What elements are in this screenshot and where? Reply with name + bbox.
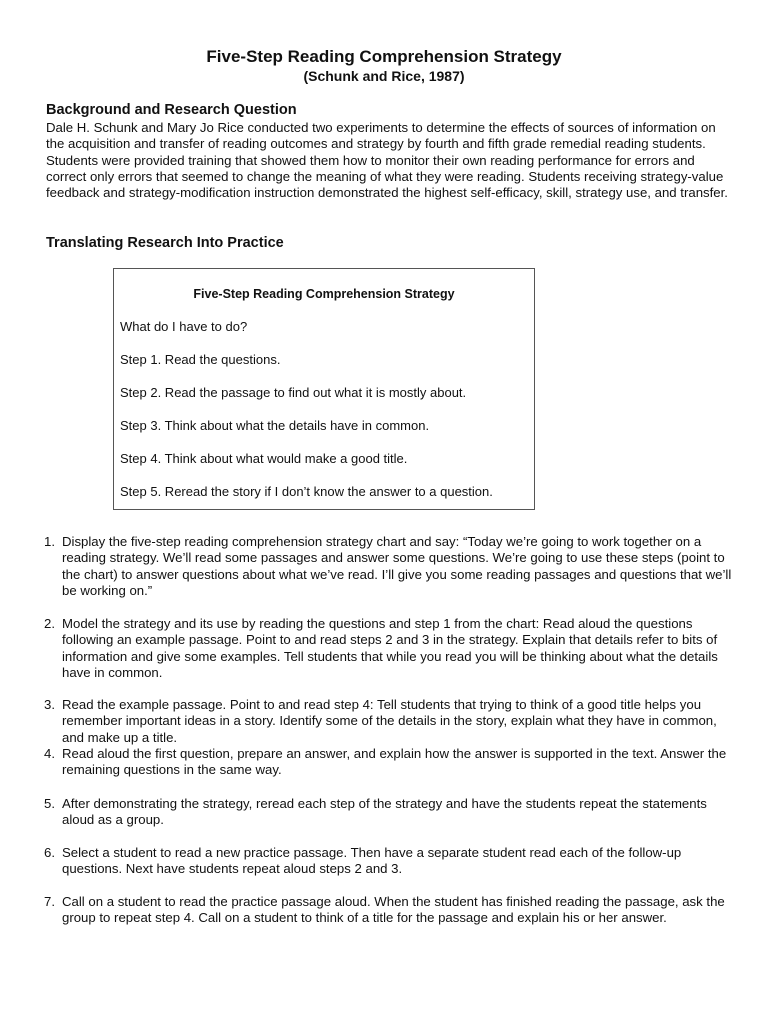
- strategy-step: Step 2. Read the passage to find out what it is mostly about.: [120, 385, 467, 400]
- instruction-text: Read aloud the first question, prepare an answer, and explain how the answer is supported in the text. Answer the remaining questions in the same way.: [62, 746, 727, 778]
- instruction-number: 1.: [44, 534, 55, 549]
- instruction-text: After demonstrating the strategy, reread each step of the strategy and have the students repeat the statements aloud as a group.: [62, 796, 707, 828]
- instruction-number: 3.: [44, 697, 55, 712]
- instruction-text: Call on a student to read the practice passage aloud. When the student has finished reading the passage, ask the group to repeat step 4. Call on a student to think of a title for the passage and explain his or her answer.: [62, 894, 725, 926]
- strategy-chart-question: What do I have to do?: [120, 319, 248, 334]
- strategy-step: Step 1. Read the questions.: [120, 352, 281, 367]
- strategy-chart-title: Five-Step Reading Comprehension Strategy: [193, 287, 455, 301]
- practice-heading: Translating Research Into Practice: [46, 235, 284, 251]
- instruction-text: Read the example passage. Point to and read step 4: Tell students that trying to think of a good title helps you remember important ideas in a story. Identify some of the details in the story, explain what they have in common, and make up a title.: [62, 697, 717, 745]
- instruction-number: 5.: [44, 796, 55, 811]
- strategy-step: Step 3. Think about what the details have in common.: [120, 418, 430, 433]
- instruction-text: Model the strategy and its use by reading the questions and step 1 from the chart: Read aloud the questions following an example passage. Point to and read steps 2 and 3 in the strategy. Explain that details refer to bits of information and give some examples. Tell students that while you read you will be thinking about what the details have in common.: [62, 616, 718, 680]
- strategy-step: Step 5. Reread the story if I don’t know the answer to a question.: [120, 484, 493, 499]
- strategy-chart-box: [113, 268, 535, 510]
- strategy-step: Step 4. Think about what would make a good title.: [120, 451, 408, 466]
- instruction-text: Select a student to read a new practice passage. Then have a separate student read each of the follow-up questions. Next have students repeat aloud steps 2 and 3.: [62, 845, 682, 877]
- document-citation: (Schunk and Rice, 1987): [303, 68, 465, 84]
- background-heading: Background and Research Question: [46, 102, 297, 118]
- instruction-number: 2.: [44, 616, 55, 631]
- instruction-number: 6.: [44, 845, 55, 860]
- background-paragraph: Dale H. Schunk and Mary Jo Rice conducted two experiments to determine the effects of sources of information on the acquisition and transfer of reading outcomes and strategy by fourth and fifth grade remedial reading students. Students were provided training that showed them how to monitor their own reading performance for errors and correct only errors that seemed to change the meaning of what they were reading. Students receiving strategy-value feedback and strategy-modification instruction demonstrated the highest self-efficacy, skill, strategy use, and transfer.: [46, 120, 728, 201]
- instruction-number: 7.: [44, 894, 55, 909]
- instruction-text: Display the five-step reading comprehension strategy chart and say: “Today we’re going to work together on a reading strategy. We’ll read some passages and answer some questions. We’re going to use these steps (point to the chart) to answer questions about what we’ve read. I’ll give you some reading passages and questions that we’ll be working on.”: [62, 534, 732, 598]
- document-title: Five-Step Reading Comprehension Strategy: [206, 47, 562, 66]
- instruction-number: 4.: [44, 746, 55, 761]
